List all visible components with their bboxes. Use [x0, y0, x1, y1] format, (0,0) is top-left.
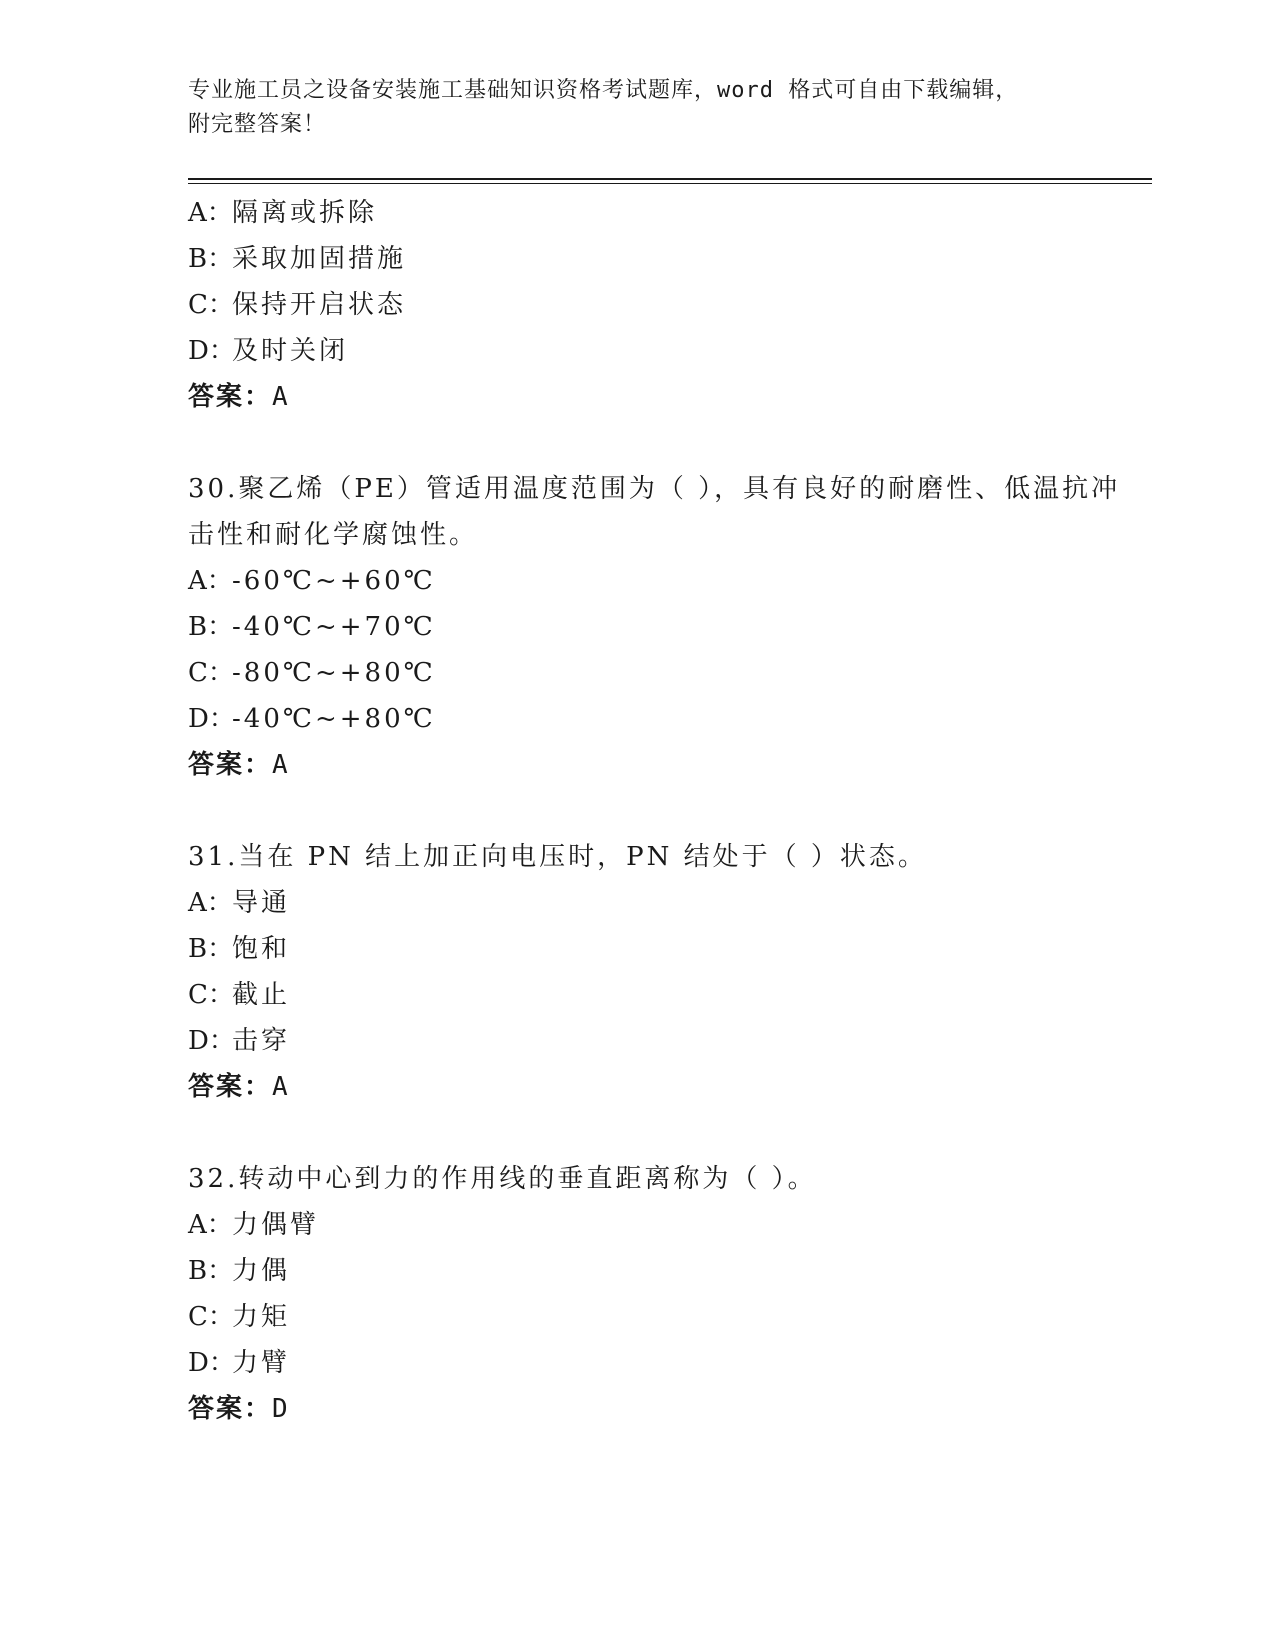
option-text: 保持开启状态: [232, 290, 407, 320]
answer-line: [188, 1386, 1148, 1432]
option-text: 隔离或拆除: [232, 198, 378, 228]
option-key: C：: [188, 1302, 234, 1332]
option-key: D：: [188, 336, 235, 366]
option-key: D：: [188, 704, 235, 734]
option-b: [188, 926, 1148, 972]
option-d: [188, 1340, 1148, 1386]
answer-value: A: [272, 750, 290, 780]
question-29-continued: [188, 190, 1148, 420]
option-c: [188, 972, 1148, 1018]
option-c: [188, 650, 1148, 696]
option-key: A：: [188, 566, 233, 596]
option-c: [188, 1294, 1148, 1340]
option-b: [188, 1248, 1148, 1294]
option-b: [188, 236, 1148, 282]
answer-line: [188, 742, 1148, 788]
option-text: -80℃~+80℃: [232, 658, 436, 688]
question-32: [188, 1156, 1148, 1432]
answer-value: D: [272, 1394, 290, 1424]
answer-line: [188, 1064, 1148, 1110]
option-text: 饱和: [232, 934, 291, 964]
header-divider-thin: [188, 183, 1152, 184]
question-30: [188, 466, 1148, 788]
option-text: -40℃~+70℃: [232, 612, 436, 642]
option-key: A：: [188, 198, 233, 228]
question-text: 31.当在 PN 结上加正向电压时，PN 结处于（ ）状态。: [188, 842, 927, 872]
option-key: A：: [188, 1210, 233, 1240]
option-key: D：: [188, 1026, 235, 1056]
header-divider-thick: [188, 178, 1152, 180]
option-text: 力臂: [232, 1348, 291, 1378]
option-d: [188, 1018, 1148, 1064]
header-line-2: 附完整答案！: [188, 112, 327, 137]
document-body: [188, 190, 1148, 1432]
option-key: B：: [188, 612, 234, 642]
option-a: [188, 190, 1148, 236]
option-d: [188, 328, 1148, 374]
option-key: B：: [188, 934, 234, 964]
option-a: [188, 558, 1148, 604]
question-text: 30.聚乙烯（PE）管适用温度范围为（ ），具有良好的耐磨性、低温抗冲击性和耐化学腐蚀性。: [188, 474, 1121, 550]
option-a: [188, 880, 1148, 926]
option-text: 截止: [232, 980, 291, 1010]
option-key: B：: [188, 244, 234, 274]
option-key: A：: [188, 888, 233, 918]
option-text: 及时关闭: [232, 336, 349, 366]
answer-label: 答案：: [188, 382, 273, 412]
document-header: [188, 74, 1148, 142]
option-text: -60℃~+60℃: [232, 566, 436, 596]
question-31: [188, 834, 1148, 1110]
answer-value: A: [272, 1072, 290, 1102]
option-key: D：: [188, 1348, 235, 1378]
option-text: -40℃~+80℃: [232, 704, 436, 734]
option-key: C：: [188, 980, 234, 1010]
option-text: 导通: [232, 888, 291, 918]
option-text: 采取加固措施: [232, 244, 407, 274]
answer-line: [188, 374, 1148, 420]
header-line-1: 专业施工员之设备安装施工基础知识资格考试题库，word 格式可自由下载编辑，: [188, 78, 1019, 103]
option-c: [188, 282, 1148, 328]
answer-value: A: [272, 382, 290, 412]
option-key: C：: [188, 290, 234, 320]
answer-label: 答案：: [188, 750, 273, 780]
option-text: 击穿: [232, 1026, 291, 1056]
option-key: C：: [188, 658, 234, 688]
answer-label: 答案：: [188, 1394, 273, 1424]
option-key: B：: [188, 1256, 234, 1286]
option-text: 力偶: [232, 1256, 291, 1286]
option-b: [188, 604, 1148, 650]
option-a: [188, 1202, 1148, 1248]
option-text: 力偶臂: [232, 1210, 320, 1240]
option-text: 力矩: [232, 1302, 291, 1332]
answer-label: 答案：: [188, 1072, 273, 1102]
question-text: 32.转动中心到力的作用线的垂直距离称为（ ）。: [188, 1164, 817, 1194]
option-d: [188, 696, 1148, 742]
